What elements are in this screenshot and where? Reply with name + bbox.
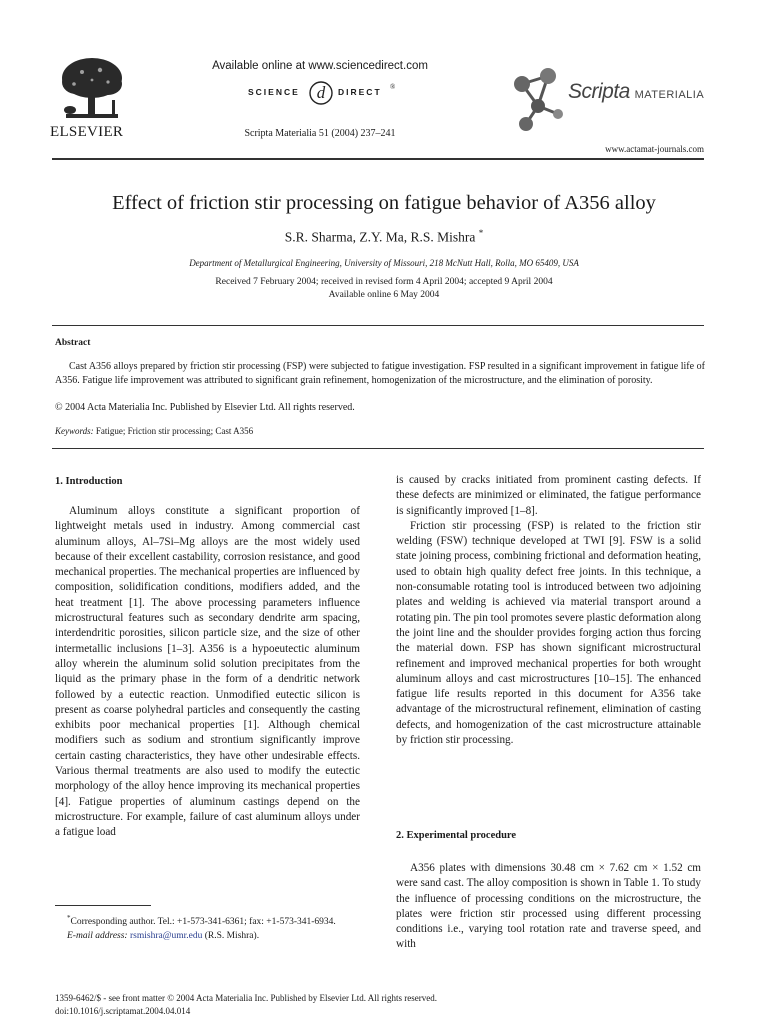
section-heading-experimental: 2. Experimental procedure	[396, 830, 517, 841]
keywords	[55, 426, 705, 436]
footnote-mark: *	[67, 914, 71, 922]
footnote-rule	[55, 905, 151, 906]
email-label: E-mail address:	[67, 930, 128, 941]
journal-url[interactable]: www.actamat-journals.com	[605, 144, 704, 154]
fsp-paragraph: Friction stir processing (FSP) is related to the friction stir welding (FSW) technique developed at TWI [9]. FSW is a solid state joining process, combining frictional and deformation heating, used to obtain high quality defect free joints. In this technique, a non-consumable rotating tool is introduced between two adjoining plates and welding is achieved via material transport around a rotating pin. The pin tool promotes severe plastic deformation along the joint line and the shoulder provides forging action thus forcing the material down. FSP has shown significant microstructural refinement and improved mechanical properties for both wrought aluminum alloys and cast microstructures [10–15]. The enhanced fatigue life results reported in this document for A356 take advantage of the microstructural refinement, elimination of casting defects, and homogenization of the cast microstructure attainable by friction stir processing.	[396, 519, 701, 747]
email-suffix: (R.S. Mishra).	[204, 930, 260, 941]
abstract-heading: Abstract	[55, 338, 91, 348]
sciencedirect-right: DIRECT	[338, 87, 382, 97]
registered-mark: ®	[390, 83, 396, 91]
author-asterisk[interactable]: *	[478, 228, 484, 238]
article-authors	[0, 228, 768, 246]
introduction-body	[55, 504, 360, 841]
abstract-text: Cast A356 alloys prepared by friction stir processing (FSP) were subjected to fatigue investigation. FSP resulted in a significant improvement in fatigue life of A356. Fatigue life improvement was attributed to significant grain refinement, homogenization of the microstructure, and the elimination of porosity.	[55, 361, 705, 387]
experimental-paragraph: A356 plates with dimensions 30.48 cm × 7.62 cm × 1.52 cm were sand cast. The alloy composition is shown in Table 1. To study the influence of processing conditions on the microstructure, the plates were friction stir processed using different processing conditions i.e., varying tool rotation rate and traverse speed, and with	[396, 862, 701, 951]
journal-name	[568, 80, 704, 104]
keywords-values: Fatigue; Friction stir processing; Cast A356	[95, 426, 254, 436]
header-rule	[52, 158, 704, 160]
footnote	[55, 912, 360, 943]
footnote-email-line	[55, 930, 360, 944]
affiliation: Department of Metallurgical Engineering, University of Missouri, 218 McNutt Hall, Rolla, MO 65409, USA	[189, 258, 579, 268]
journal-name-big: Scripta	[568, 80, 630, 103]
abstract-copyright: © 2004 Acta Materialia Inc. Published by Elsevier Ltd. All rights reserved.	[55, 402, 355, 413]
svg-text:d: d	[316, 83, 326, 102]
email-link[interactable]: rsmishra@umr.edu	[129, 930, 203, 941]
experimental-body	[396, 861, 701, 953]
sciencedirect-left: SCIENCE	[248, 87, 300, 97]
footnote-corresponding	[55, 912, 360, 930]
journal-reference: Scripta Materialia 51 (2004) 237–241	[244, 128, 396, 139]
sciencedirect-d-icon	[308, 80, 334, 106]
issn-line: 1359-6462/$ - see front matter © 2004 Acta Materialia Inc. Published by Elsevier Ltd. All rights reserved.	[55, 993, 437, 1003]
article-dates	[0, 276, 768, 302]
sciencedirect-logo	[244, 80, 404, 106]
section-heading-introduction: 1. Introduction	[55, 476, 123, 487]
continued-paragraph: is caused by cracks initiated from prominent casting defects. If these defects are minimized or eliminated, the fatigue performance is significantly improved [1–8].	[396, 474, 701, 517]
doi-line[interactable]: doi:10.1016/j.scriptamat.2004.04.014	[55, 1006, 191, 1016]
available-online-text[interactable]: Available online at www.sciencedirect.com	[212, 60, 428, 72]
received-dates: Received 7 February 2004; received in revised form 4 April 2004; accepted 9 April 2004	[215, 277, 553, 287]
abstract-top-rule	[52, 325, 704, 326]
keywords-label: Keywords:	[55, 426, 94, 436]
author-names: S.R. Sharma, Z.Y. Ma, R.S. Mishra	[284, 229, 476, 245]
journal-name-small: MATERIALIA	[634, 89, 705, 101]
available-date: Available online 6 May 2004	[328, 290, 440, 300]
publisher-name: ELSEVIER	[50, 124, 124, 140]
abstract-bottom-rule	[52, 448, 704, 449]
article-title: Effect of friction stir processing on fatigue behavior of A356 alloy	[112, 192, 656, 214]
introduction-paragraph: Aluminum alloys constitute a significant proportion of lightweight metals used in industry. Among commercial cast aluminum alloys, Al–7Si–Mg alloys are the most widely used because of their excellent castability, corrosion resistance, and good mechanical properties. The mechanical properties are influenced by composition, solidification conditions, modifiers added, and the heat treatment [1]. The above processing parameters influence microstructural features such as secondary dendrite arm spacing, interdendritic porosities, silicon particle size, and the size of other intermetallic inclusions [1–3]. A356 is a hypoeutectic aluminum alloy wherein the aluminum solid solution precipitates from the liquid as the primary phase in the form of a dendritic network followed by a eutectic reaction. Unmodified eutectic silicon is present as coarse polyhedral particles and consequently the casting exhibits poor mechanical properties [1]. Although chemical modifiers such as sodium and strontium significantly improve certain casting characteristics, they have other undesirable effects. Various thermal treatments are also used to modify the eutectic morphology of the alloy hence improving its mechanical properties [4]. Fatigue properties of aluminum castings depend on the microstructure. For example, failure of cast aluminum alloys under a fatigue load	[55, 505, 360, 839]
footnote-contact: Corresponding author. Tel.: +1-573-341-6361; fax: +1-573-341-6934.	[70, 917, 336, 928]
page-footer	[55, 992, 705, 1018]
right-column	[396, 473, 701, 748]
